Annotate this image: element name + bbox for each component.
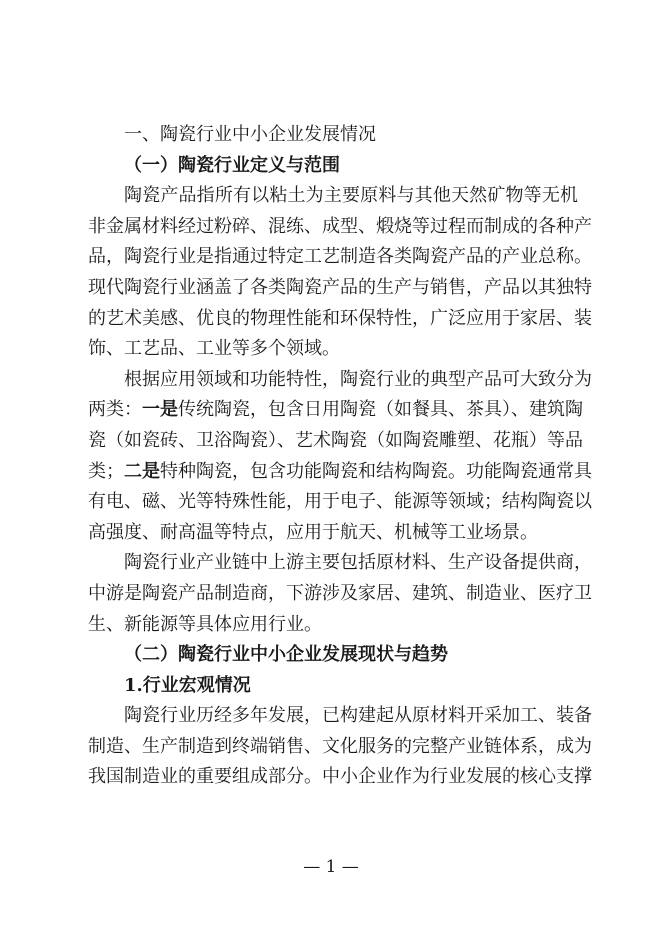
paragraph-line: 陶瓷产品指所有以粘土为主要原料与其他天然矿物等无机	[124, 185, 578, 207]
paragraph-line: 根据应用领域和功能特性，陶瓷行业的典型产品可大致分为	[124, 368, 592, 390]
text-run: 类；	[88, 460, 124, 482]
section-heading-2-status: （二）陶瓷行业中小企业发展现状与趋势	[124, 644, 448, 666]
paragraph-line: 中游是陶瓷产品制造商，下游涉及家居、建筑、制造业、医疗卫	[88, 582, 592, 604]
section-heading-1: 一、陶瓷行业中小企业发展情况	[124, 124, 376, 145]
emphasis-text: 二是	[124, 460, 160, 482]
paragraph-line: 高强度、耐高温等特点，应用于航天、机械等工业场景。	[88, 521, 538, 543]
paragraph-line: 非金属材料经过粉碎、混练、成型、煅烧等过程而制成的各种产	[88, 215, 592, 237]
paragraph-line: 饰、工艺品、工业等多个领域。	[88, 338, 340, 360]
paragraph-line	[88, 395, 583, 426]
document-body	[88, 120, 592, 793]
paragraph-line: 制造、生产制造到终端销售、文化服务的完整产业链体系，成为	[88, 735, 592, 757]
paragraph-line: 品，陶瓷行业是指通过特定工艺制造各类陶瓷产品的产业总称。	[88, 246, 592, 268]
paragraph-line: 生、新能源等具体应用行业。	[88, 613, 322, 635]
page-number: — 1 —	[303, 857, 359, 877]
paragraph-line: 现代陶瓷行业涵盖了各类陶瓷产品的生产与销售，产品以其独特	[88, 276, 592, 298]
paragraph-line: 的艺术美感、优良的物理性能和环保特性，广泛应用于家居、装	[88, 307, 592, 329]
paragraph-line: 有电、磁、光等特殊性能，用于电子、能源等领域；结构陶瓷以	[88, 491, 592, 513]
paragraph-line: 陶瓷行业历经多年发展，已构建起从原材料开采加工、装备	[124, 705, 592, 727]
section-heading-2-definition: （一）陶瓷行业定义与范围	[124, 154, 340, 176]
paragraph-line: 我国制造业的重要组成部分。中小企业作为行业发展的核心支撑	[88, 766, 592, 788]
paragraph-line: 陶瓷行业产业链中上游主要包括原材料、生产设备提供商，	[124, 552, 592, 574]
text-run: 传统陶瓷，包含日用陶瓷（如餐具、茶具）、建筑陶	[178, 399, 583, 421]
paragraph-line: 瓷（如瓷砖、卫浴陶瓷）、艺术陶瓷（如陶瓷雕塑、花瓶）等品	[88, 429, 583, 451]
paragraph-line	[88, 457, 592, 488]
emphasis-text: 一是	[142, 399, 178, 421]
section-heading-3: 1.行业宏观情况	[124, 674, 251, 696]
text-run: 特种陶瓷，包含功能陶瓷和结构陶瓷。功能陶瓷通常具	[160, 460, 592, 482]
text-run: 两类：	[88, 399, 142, 421]
